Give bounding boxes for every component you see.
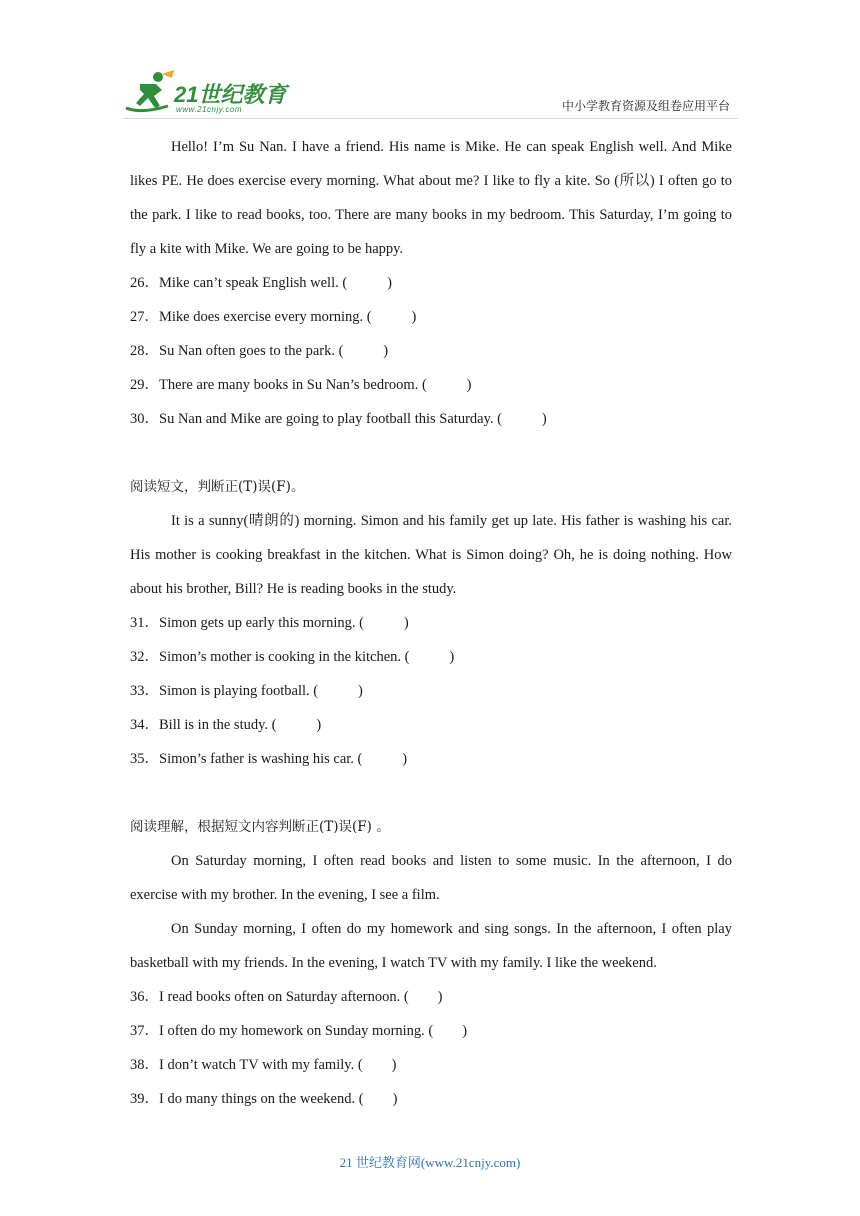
- passage-paragraph: It is a sunny(晴朗的) morning. Simon and his family get up late. His father is washing his car. His mother is cooking breakfast in the kitchen. What is Simon doing? Oh, he is doing nothing. How about his brother, Bill? He is reading books in the study.: [130, 513, 732, 597]
- section-heading: 阅读理解，根据短文内容判断正(T)误(F) 。: [130, 819, 390, 835]
- logo: [122, 66, 292, 116]
- question-27: 27．Mike does exercise every morning. ( ): [130, 309, 417, 325]
- question-30: 30．Su Nan and Mike are going to play football this Saturday. ( ): [130, 411, 547, 427]
- question-34: 34．Bill is in the study. ( ): [130, 717, 322, 733]
- question-36: 36．I read books often on Saturday afternoon. ( ): [130, 989, 443, 1005]
- logo-url: www.21cnjy.com: [176, 105, 242, 114]
- question-35: 35．Simon’s father is washing his car. ( ): [130, 751, 408, 767]
- question-26: 26．Mike can’t speak English well. ( ): [130, 275, 392, 291]
- passage-paragraph: On Saturday morning, I often read books and listen to some music. In the afternoon, I do exercise with my brother. In the evening, I see a film.: [130, 853, 732, 903]
- worksheet-content: [130, 130, 732, 1116]
- section-heading: 阅读短文，判断正(T)误(F)。: [130, 479, 305, 495]
- passage-paragraph: On Sunday morning, I often do my homework and sing songs. In the afternoon, I often play basketball with my friends. In the evening, I watch TV with my family. I like the weekend.: [130, 921, 732, 971]
- question-37: 37．I often do my homework on Sunday morning. ( ): [130, 1023, 468, 1039]
- platform-name: 中小学教育资源及组卷应用平台: [561, 99, 730, 113]
- question-31: 31．Simon gets up early this morning. ( ): [130, 615, 409, 631]
- question-38: 38．I don’t watch TV with my family. ( ): [130, 1057, 397, 1073]
- page-header: [0, 0, 860, 122]
- passage-paragraph: Hello! I’m Su Nan. I have a friend. His name is Mike. He can speak English well. And Mike likes PE. He does exercise every morning. What about me? I like to fly a kite. So (所以) I often go to the park. I like to read books, too. There are many books in my bedroom. This Saturday, I’m going to fly a kite with Mike. We are going to be happy.: [130, 139, 732, 257]
- question-29: 29．There are many books in Su Nan’s bedroom. ( ): [130, 377, 472, 393]
- header-divider: [122, 118, 738, 119]
- section-gap: [130, 776, 732, 810]
- question-33: 33．Simon is playing football. ( ): [130, 683, 363, 699]
- section-gap: [130, 436, 732, 470]
- runner-logo-icon: [122, 68, 178, 116]
- page-footer: 21 世纪教育网(www.21cnjy.com): [339, 1155, 521, 1170]
- logo-text: 21世纪教育: [174, 82, 287, 107]
- question-28: 28．Su Nan often goes to the park. ( ): [130, 343, 389, 359]
- question-39: 39．I do many things on the weekend. ( ): [130, 1091, 398, 1107]
- question-32: 32．Simon’s mother is cooking in the kitchen. ( ): [130, 649, 455, 665]
